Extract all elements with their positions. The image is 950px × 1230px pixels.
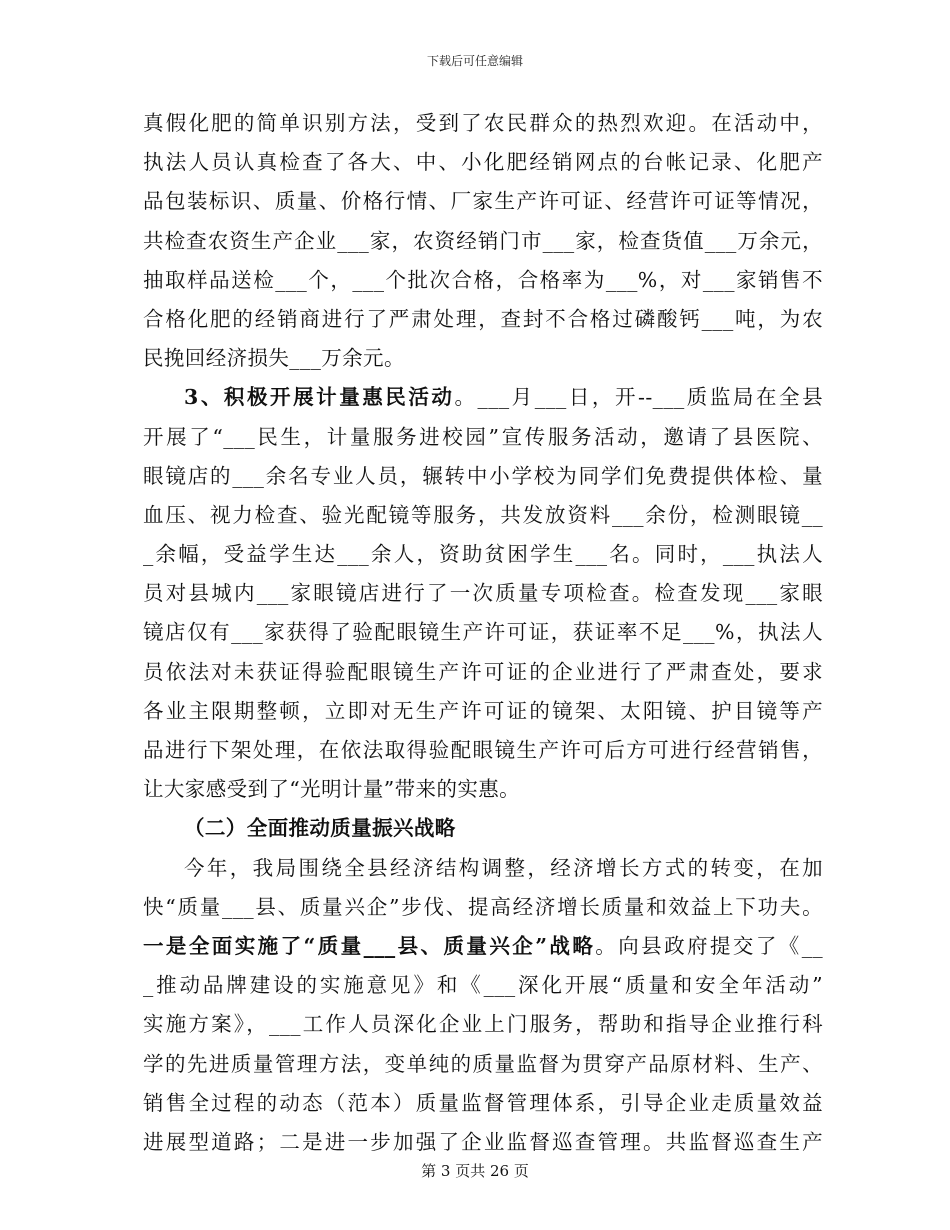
text-segment: 血压、视力检查、验光配镜等服务，共发放资料___余份，检测眼镜__ <box>143 502 823 527</box>
text-line <box>143 1084 823 1123</box>
text-segment: 真假化肥的简单识别方法，受到了农民群众的热烈欢迎。在活动中， <box>143 111 823 135</box>
text-line <box>143 1005 823 1044</box>
text-line <box>143 770 823 809</box>
text-segment: 眼镜店的___余名专业人员，辗转中小学校为同学们免费提供体检、量 <box>143 463 823 488</box>
text-line <box>143 261 823 300</box>
page-header: 下载后可任意编辑 <box>426 54 523 68</box>
text-segment: 镜店仅有___家获得了验配眼镜生产许可证，获证率不足___%，执法人 <box>143 620 823 645</box>
text-segment: 。___月___日，开--___质监局在全县 <box>454 385 823 410</box>
text-line <box>143 339 823 378</box>
text-segment: 合格化肥的经销商进行了严肃处理，查封不合格过磷酸钙___吨，为农 <box>143 306 823 331</box>
text-line <box>143 966 823 1005</box>
text-segment: 民挽回经济损失___万余元。 <box>143 346 405 371</box>
text-line <box>143 849 823 888</box>
text-line <box>143 574 823 613</box>
text-line <box>143 731 823 770</box>
bold-text-segment: 一是全面实施了“质量___县、质量兴企”战略 <box>143 933 596 958</box>
text-segment: 。向县政府提交了《__ <box>595 933 823 958</box>
page-footer: 第 3 页共 26 页 <box>421 1162 529 1180</box>
text-segment: 各业主限期整顿，立即对无生产许可证的镜架、太阳镜、护目镜等产 <box>143 698 823 723</box>
text-segment: 学的先进质量管理方法，变单纯的质量监督为贯穿产品原材料、生产、 <box>143 1051 823 1076</box>
text-line <box>143 378 823 417</box>
text-line <box>143 535 823 574</box>
text-segment: 开展了“___民生，计量服务进校园”宣传服务活动，邀请了县医院、 <box>143 424 823 449</box>
text-line <box>143 182 823 221</box>
text-segment: 员依法对未获证得验配眼镜生产许可证的企业进行了严肃查处，要求 <box>143 659 823 684</box>
text-line <box>143 888 823 927</box>
text-line <box>143 222 823 261</box>
text-segment: 销售全过程的动态（范本）质量监督管理体系，引导企业走质量效益 <box>143 1090 823 1115</box>
text-line <box>143 692 823 731</box>
text-line <box>143 613 823 652</box>
text-segment: 进展型道路；二是进一步加强了企业监督巡查管理。共监督巡查生产 <box>143 1129 823 1154</box>
text-segment: _推动品牌建设的实施意见》和《___深化开展“质量和安全年活动” <box>143 973 823 998</box>
text-line <box>143 496 823 535</box>
text-segment: 让大家感受到了“光明计量”带来的实惠。 <box>143 777 521 802</box>
text-segment: 快“质量___县、质量兴企”步伐、提高经济增长质量和效益上下功夫。 <box>143 894 823 919</box>
text-line <box>143 104 823 143</box>
text-segment: _余幅，受益学生达___余人，资助贫困学生___名。同时，___执法人 <box>143 542 823 567</box>
text-line <box>143 1045 823 1084</box>
text-segment: 执法人员认真检查了各大、中、小化肥经销网点的台帐记录、化肥产 <box>143 150 823 175</box>
text-line <box>143 457 823 496</box>
text-line <box>143 927 823 966</box>
text-line <box>143 300 823 339</box>
bold-text-segment: （二）全面推动质量振兴战略 <box>184 816 456 841</box>
text-line <box>143 1123 823 1162</box>
text-segment: 共检查农资生产企业___家，农资经销门市___家，检查货值___万余元， <box>143 228 823 253</box>
text-line <box>143 653 823 692</box>
text-line <box>143 418 823 457</box>
text-segment: 品包装标识、质量、价格行情、厂家生产许可证、经营许可证等情况， <box>143 189 823 214</box>
text-segment: 实施方案》，___工作人员深化企业上门服务，帮助和指导企业推行科 <box>143 1012 823 1037</box>
text-segment: 员对县城内___家眼镜店进行了一次质量专项检查。检查发现___家眼 <box>143 581 823 606</box>
document-body <box>143 104 823 1162</box>
text-line <box>143 143 823 182</box>
text-segment: 品进行下架处理，在依法取得验配眼镜生产许可后方可进行经营销售， <box>143 738 823 762</box>
text-line <box>143 809 823 848</box>
text-segment: 今年，我局围绕全县经济结构调整，经济增长方式的转变，在加 <box>184 855 823 880</box>
text-segment: 抽取样品送检___个，___个批次合格，合格率为___%，对___家销售不 <box>143 267 823 292</box>
bold-text-segment: 3、积极开展计量惠民活动 <box>184 385 455 410</box>
